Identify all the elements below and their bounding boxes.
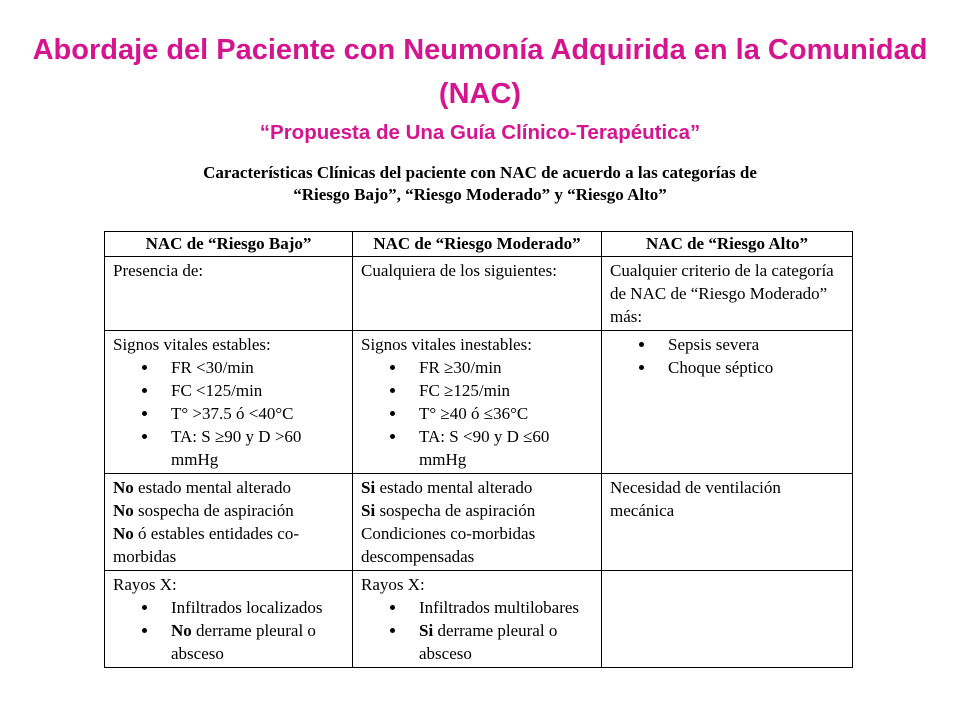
document-heading-line-2: “Riesgo Bajo”, “Riesgo Moderado” y “Riesgo Alto” <box>293 185 667 204</box>
table-row <box>105 257 853 331</box>
list-item: • TA: S <90 y D ≤60 mmHg <box>407 425 595 471</box>
cell-xray-high <box>602 571 853 668</box>
cell-xray-moderate <box>353 571 602 668</box>
xray-low-label: Rayos X: <box>113 575 177 594</box>
vitals-moderate-label: Signos vitales inestables: <box>361 335 532 354</box>
list-item: • Si derrame pleural o absceso <box>407 619 595 665</box>
table-row <box>105 331 853 474</box>
vitals-low-list <box>113 356 346 471</box>
table-header-row <box>105 232 853 257</box>
list-item: • Choque séptico <box>656 356 846 379</box>
vitals-high-list <box>610 333 846 379</box>
slide-subtitle: “Propuesta de Una Guía Clínico-Terapéutica” <box>259 121 701 144</box>
xray-moderate-label: Rayos X: <box>361 575 425 594</box>
list-item: • T° ≥40 ó ≤36°C <box>407 402 595 425</box>
cell-presence-low: Presencia de: <box>105 257 353 331</box>
header-moderate-risk: NAC de “Riesgo Moderado” <box>353 232 602 257</box>
table-row <box>105 571 853 668</box>
vitals-moderate-list <box>361 356 595 471</box>
cell-presence-high: Cualquier criterio de la categoría de NAC de “Riesgo Moderado” más: <box>602 257 853 331</box>
list-item: • TA: S ≥90 y D >60 mmHg <box>159 425 346 471</box>
cell-mental-moderate <box>353 474 602 571</box>
mental-moderate-line-1: Si estado mental alterado <box>361 478 533 497</box>
document-heading <box>100 162 860 206</box>
document-heading-line-1: Características Clínicas del paciente con NAC de acuerdo a las categorías de <box>203 163 757 182</box>
list-item: • Sepsis severa <box>656 333 846 356</box>
mental-low-line-3: No ó estables entidades co-morbidas <box>113 524 299 566</box>
cell-presence-moderate: Cualquiera de los siguientes: <box>353 257 602 331</box>
table-row <box>105 474 853 571</box>
header-low-risk: NAC de “Riesgo Bajo” <box>105 232 353 257</box>
xray-moderate-list <box>361 596 595 665</box>
header-high-risk: NAC de “Riesgo Alto” <box>602 232 853 257</box>
list-item: • FC <125/min <box>159 379 346 402</box>
list-item: • Infiltrados localizados <box>159 596 346 619</box>
cell-xray-low <box>105 571 353 668</box>
list-item: • FC ≥125/min <box>407 379 595 402</box>
xray-low-list <box>113 596 346 665</box>
cell-mental-low <box>105 474 353 571</box>
mental-low-line-2: No sospecha de aspiración <box>113 501 294 520</box>
vitals-low-label: Signos vitales estables: <box>113 335 271 354</box>
cell-vitals-high <box>602 331 853 474</box>
list-item: • FR <30/min <box>159 356 346 379</box>
slide-title: Abordaje del Paciente con Neumonía Adquirida en la Comunidad (NAC) <box>32 34 928 110</box>
risk-table <box>104 231 853 668</box>
cell-mental-high: Necesidad de ventilación mecánica <box>602 474 853 571</box>
list-item: • No derrame pleural o absceso <box>159 619 346 665</box>
mental-moderate-line-2: Si sospecha de aspiración <box>361 501 536 520</box>
list-item: • FR ≥30/min <box>407 356 595 379</box>
list-item: • T° >37.5 ó <40°C <box>159 402 346 425</box>
mental-low-line-1: No estado mental alterado <box>113 478 291 497</box>
cell-vitals-low <box>105 331 353 474</box>
mental-moderate-line-3: Condiciones co-morbidas descompensadas <box>361 524 536 566</box>
cell-vitals-moderate <box>353 331 602 474</box>
list-item: • Infiltrados multilobares <box>407 596 595 619</box>
